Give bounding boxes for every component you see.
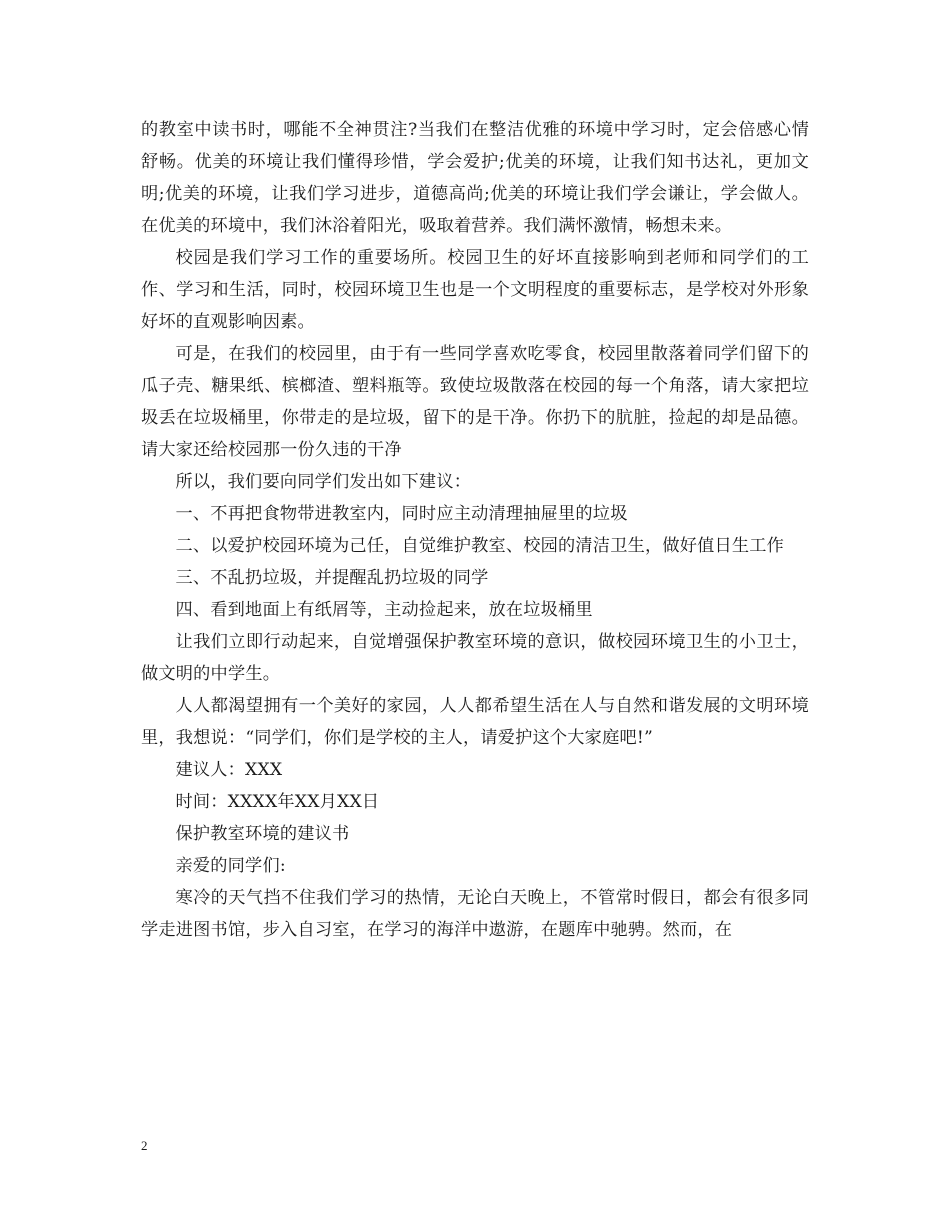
paragraph-proposal-intro: 所以，我们要向同学们发出如下建议：: [175, 472, 472, 492]
section-title: 保护教室环境的建议书: [175, 824, 350, 844]
paragraph-campus-importance: 校园是我们学习工作的重要场所。校园卫生的好坏直接影响到老师和同学们的工作、学习和生活，同时，校园环境卫生也是一个文明程度的重要标志，是学校对外形象好坏的直观影响因素。: [141, 248, 809, 332]
proposal-item-1: 一、不再把食物带进教室内，同时应主动清理抽屉里的垃圾: [175, 504, 628, 524]
page-number: 2: [141, 1138, 148, 1153]
proposer-line: 建议人：XXX: [175, 760, 283, 780]
salutation: 亲爱的同学们:: [175, 856, 286, 876]
paragraph-closing-quote: 人人都渴望拥有一个美好的家园，人人都希望生活在人与自然和谐发展的文明环境里，我想说：“同学们，你们是学校的主人，请爱护这个大家庭吧!”: [141, 696, 809, 748]
document-body: [141, 114, 809, 946]
proposal-item-3: 三、不乱扔垃圾，并提醒乱扔垃圾的同学: [175, 568, 489, 588]
paragraph-litter-problem: 可是，在我们的校园里，由于有一些同学喜欢吃零食，校园里散落着同学们留下的瓜子壳、糖果纸、槟榔渣、塑料瓶等。致使垃圾散落在校园的每一个角落，请大家把垃圾丢在垃圾桶里，你带走的是垃圾，留下的是干净。你扔下的肮脏，捡起的却是品德。请大家还给校园那一份久违的干净: [141, 344, 809, 460]
paragraph-call-to-action: 让我们立即行动起来，自觉增强保护教室环境的意识，做校园环境卫生的小卫士，做文明的中学生。: [141, 632, 809, 684]
date-line: 时间：XXXX年XX月XX日: [175, 792, 380, 812]
proposal-item-4: 四、看到地面上有纸屑等，主动捡起来，放在垃圾桶里: [175, 600, 593, 620]
proposal-item-2: 二、以爱护校园环境为己任，自觉维护教室、校园的清洁卫生，做好值日生工作: [175, 536, 785, 556]
paragraph-winter-study: 寒冷的天气挡不住我们学习的热情，无论白天晚上，不管常时假日，都会有很多同学走进图书馆，步入自习室，在学习的海洋中遨游，在题库中驰骋。然而，在: [141, 888, 809, 940]
paragraph-continuation: 的教室中读书时，哪能不全神贯注?当我们在整洁优雅的环境中学习时，定会倍感心情舒畅。优美的环境让我们懂得珍惜，学会爱护;优美的环境，让我们知书达礼，更加文明;优美的环境，让我们学习进步，道德高尚;优美的环境让我们学会谦让，学会做人。在优美的环境中，我们沐浴着阳光，吸取着营养。我们满怀激情，畅想未来。: [141, 120, 809, 236]
